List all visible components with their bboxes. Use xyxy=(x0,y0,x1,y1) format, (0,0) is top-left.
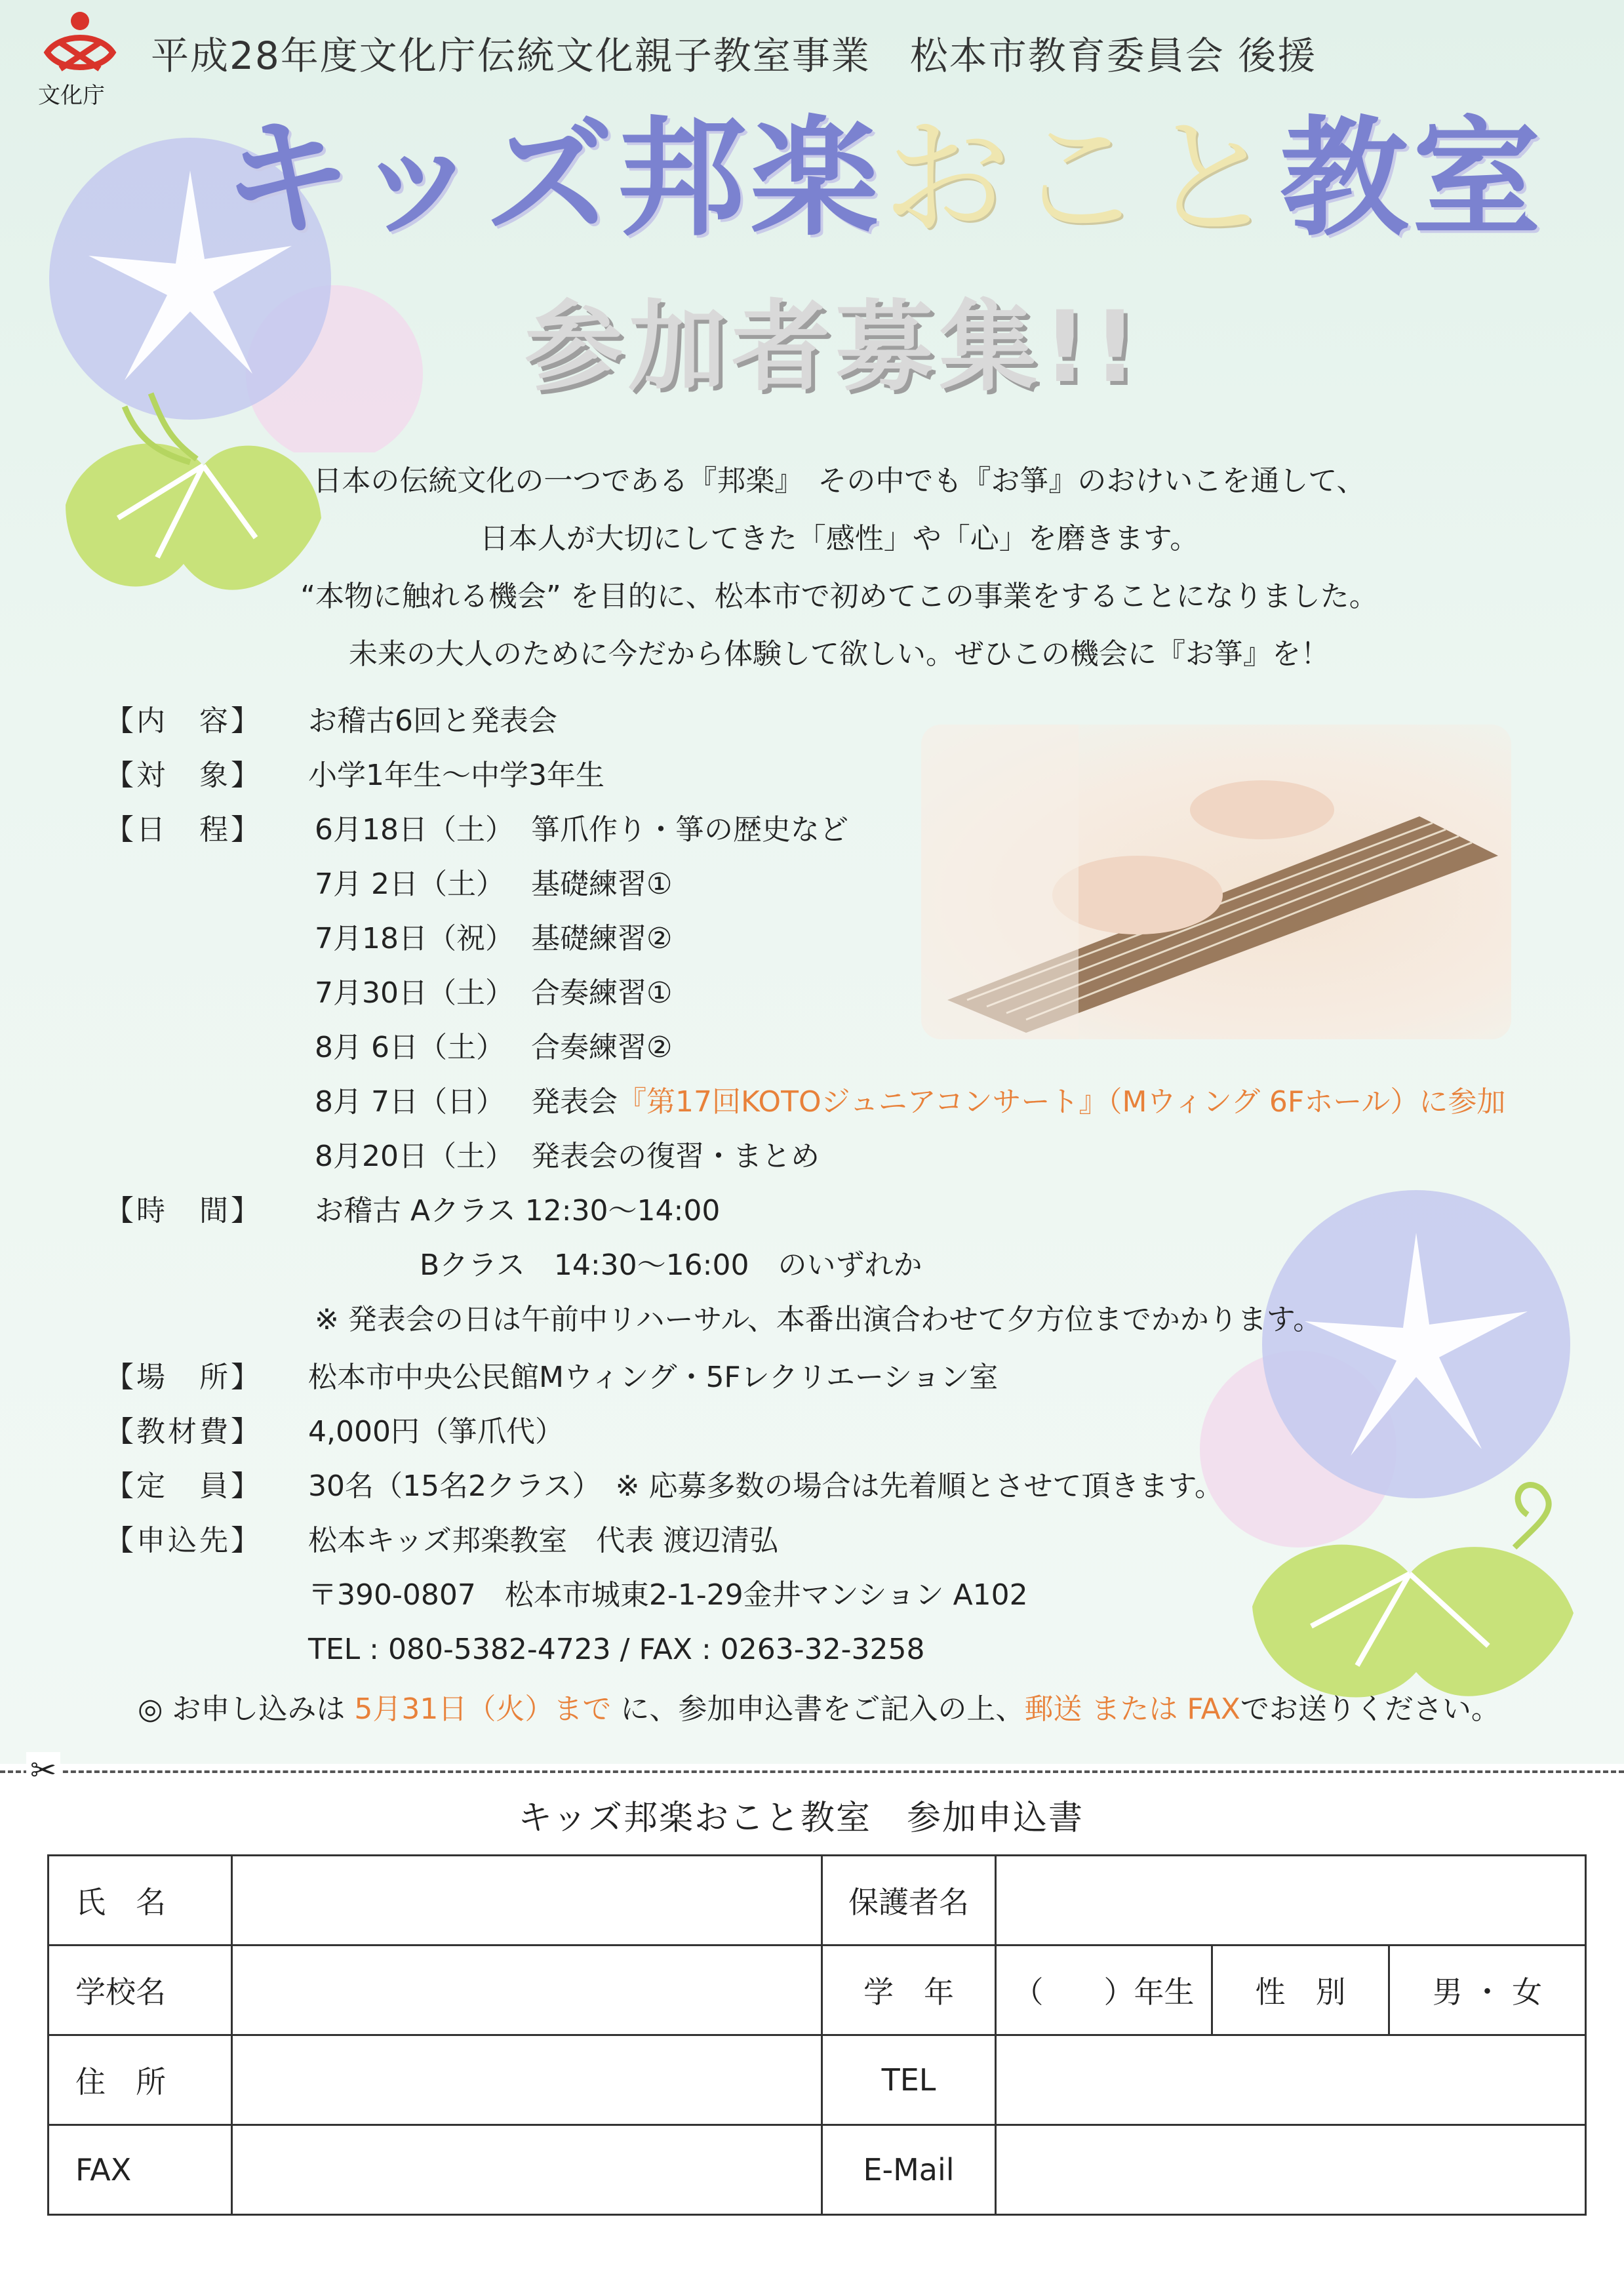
schedule-date: 8月20日（土） xyxy=(315,1140,514,1173)
schedule-item xyxy=(315,807,848,853)
schedule-item xyxy=(315,1134,820,1180)
title-part3: 教室 xyxy=(1280,104,1545,254)
koto-illustration-icon xyxy=(921,725,1511,1039)
info-label: 【教材費】 xyxy=(105,1415,262,1448)
form-label-address: 住 所 xyxy=(49,2035,232,2125)
info-label: 【内 容】 xyxy=(105,704,262,738)
schedule-desc: 基礎練習① xyxy=(531,868,673,901)
header-line: 平成28年度文化庁伝統文化親子教室事業 松本市教育委員会 後援 xyxy=(151,33,1317,78)
time-a: お稽古 Aクラス 12:30～14:00 xyxy=(315,1194,721,1227)
schedule-item xyxy=(315,916,672,962)
notice-middle: に、参加申込書をご記入の上、 xyxy=(611,1692,1025,1726)
deadline-notice xyxy=(138,1685,1500,1727)
form-row xyxy=(49,2125,1586,2215)
info-label: 【申込先】 xyxy=(105,1524,262,1557)
fax-field[interactable] xyxy=(232,2125,822,2215)
info-label: 【定 員】 xyxy=(105,1469,262,1503)
apply-contact: TEL : 080-5382-4723 / FAX : 0263-32-3258 xyxy=(308,1633,925,1666)
school-field[interactable] xyxy=(232,1946,822,2035)
notice-suffix: でお送りください。 xyxy=(1240,1692,1500,1726)
title-part2: おこと xyxy=(882,104,1280,254)
form-title: キッズ邦楽おこと教室 参加申込書 xyxy=(518,1799,1084,1838)
intro-line: 日本人が大切にしてきた「感性」や「心」を磨きます。 xyxy=(479,522,1199,555)
agency-logo-text: 文化庁 xyxy=(38,83,105,109)
info-value: 30名（15名2クラス） ※ 応募多数の場合は先着順とさせて頂きます。 xyxy=(308,1469,1223,1503)
schedule-date: 7月30日（土） xyxy=(315,976,514,1010)
schedule-desc: 発表会の復習・まとめ xyxy=(531,1140,820,1173)
page-title xyxy=(223,104,1545,254)
info-value: お稽古6回と発表会 xyxy=(308,704,557,738)
gender-field[interactable]: 男 ・ 女 xyxy=(1389,1946,1586,2035)
title-part1: キッズ邦楽 xyxy=(223,104,883,254)
cut-line xyxy=(0,1770,1624,1773)
schedule-date: 8月 6日（土） xyxy=(315,1031,505,1064)
schedule-extra: 『第17回KOTOジュニアコンサート』（Mウィング 6Fホール）に参加 xyxy=(618,1085,1506,1119)
info-label: 【日 程】 xyxy=(105,813,262,847)
form-label-email: E-Mail xyxy=(822,2125,996,2215)
tel-field[interactable] xyxy=(996,2035,1586,2125)
page-subtitle: 参加者募集!! xyxy=(525,290,1143,405)
guardian-field[interactable] xyxy=(996,1856,1586,1946)
schedule-item xyxy=(315,970,672,1016)
apply-name: 松本キッズ邦楽教室 代表 渡辺清弘 xyxy=(308,1524,779,1557)
schedule-item xyxy=(315,1079,1505,1125)
form-label-school: 学校名 xyxy=(49,1946,232,2035)
form-label-fax: FAX xyxy=(49,2125,232,2215)
form-label-tel: TEL xyxy=(822,2035,996,2125)
form-row xyxy=(49,2035,1586,2125)
info-label: 【対 象】 xyxy=(105,759,262,792)
koto-photo xyxy=(921,725,1511,1039)
name-field[interactable] xyxy=(232,1856,822,1946)
form-row xyxy=(49,1856,1586,1946)
address-field[interactable] xyxy=(232,2035,822,2125)
schedule-date: 6月18日（土） xyxy=(315,813,514,847)
intro-line: 未来の大人のために今だから体験して欲しい。ぜひこの機会に『お箏』を！ xyxy=(349,637,1330,671)
schedule-date: 7月 2日（土） xyxy=(315,868,505,901)
info-label: 【場 所】 xyxy=(105,1361,262,1394)
schedule-date: 8月 7日（日） xyxy=(315,1085,505,1119)
form-label-name: 氏 名 xyxy=(49,1856,232,1946)
scissors-icon: ✂ xyxy=(26,1752,60,1789)
schedule-item xyxy=(315,862,672,908)
form-label-gender: 性 別 xyxy=(1212,1946,1389,2035)
email-field[interactable] xyxy=(996,2125,1586,2215)
schedule-desc: 基礎練習② xyxy=(531,922,673,955)
intro-text xyxy=(282,452,1396,683)
schedule-desc: 箏爪作り・箏の歴史など xyxy=(531,813,848,847)
schedule-desc: 合奏練習① xyxy=(531,976,673,1010)
form-row xyxy=(49,1946,1586,2035)
info-value: 4,000円（箏爪代） xyxy=(308,1415,564,1448)
schedule-desc: 発表会 xyxy=(531,1085,618,1119)
intro-line: “本物に触れる機会” を目的に、松本市で初めてこの事業をすることになりました。 xyxy=(300,580,1378,613)
info-value: 松本市中央公民館Mウィング・5Fレクリエーション室 xyxy=(308,1361,999,1394)
schedule-desc: 合奏練習② xyxy=(531,1031,673,1064)
schedule-item xyxy=(315,1025,672,1071)
schedule-date: 7月18日（祝） xyxy=(315,922,514,955)
notice-deadline: 5月31日（火）まで xyxy=(354,1692,612,1726)
time-b: Bクラス 14:30～16:00 のいずれか xyxy=(420,1248,922,1282)
grade-field[interactable]: （ ）年生 xyxy=(996,1946,1212,2035)
application-form xyxy=(47,1854,1587,2216)
time-note: ※ 発表会の日は午前中リハーサル、本番出演合わせて夕方位までかかります。 xyxy=(315,1303,1322,1336)
intro-line: 日本の伝統文化の一つである『邦楽』 その中でも『お箏』のおけいこを通して、 xyxy=(313,464,1366,498)
apply-address: 〒390-0807 松本市城東2-1-29金井マンション A102 xyxy=(308,1578,1028,1612)
form-label-grade: 学 年 xyxy=(822,1946,996,2035)
notice-prefix: ◎ お申し込みは xyxy=(138,1692,355,1726)
form-label-guardian: 保護者名 xyxy=(822,1856,996,1946)
info-value: 小学1年生～中学3年生 xyxy=(308,759,604,792)
notice-method: 郵送 または FAX xyxy=(1024,1692,1240,1726)
info-label: 【時 間】 xyxy=(105,1194,262,1227)
